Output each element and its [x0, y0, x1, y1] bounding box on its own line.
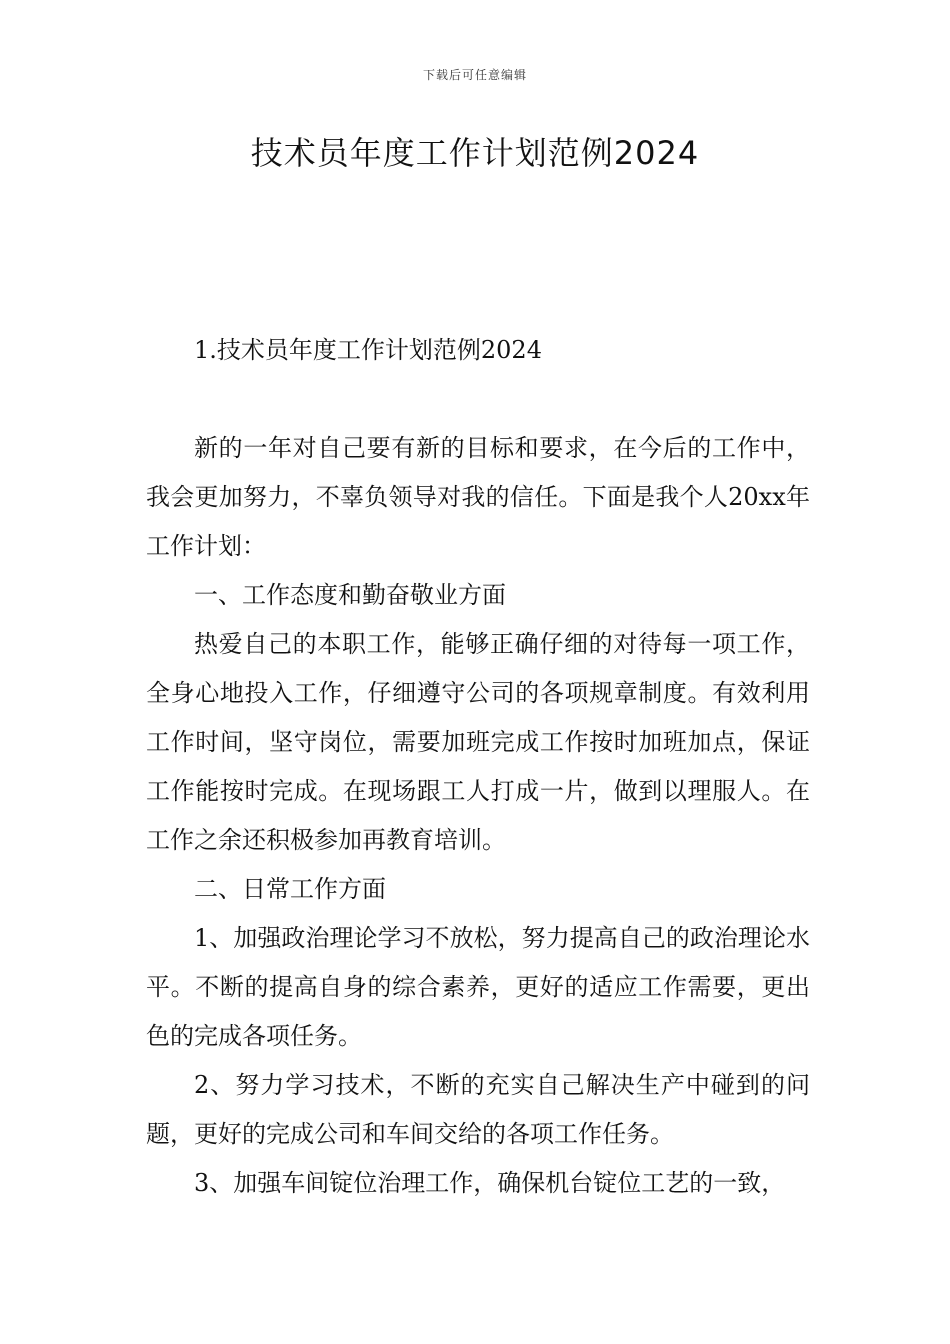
section-heading: 1.技术员年度工作计划范例2024 [194, 336, 542, 364]
paragraph-item-2: 2、努力学习技术，不断的充实自己解决生产中碰到的问题，更好的完成公司和车间交给的各项工作任务。 [146, 1071, 810, 1148]
paragraph-intro: 新的一年对自己要有新的目标和要求，在今后的工作中，我会更加努力，不辜负领导对我的信任。下面是我个人20xx年工作计划： [146, 434, 810, 560]
paragraph-work-attitude: 热爱自己的本职工作，能够正确仔细的对待每一项工作，全身心地投入工作，仔细遵守公司的各项规章制度。有效利用工作时间，坚守岗位，需要加班完成工作按时加班加点，保证工作能按时完成。在现场跟工人打成一片，做到以理服人。在工作之余还积极参加再教育培训。 [146, 630, 810, 854]
paragraph-item-3: 3、加强车间锭位治理工作，确保机台锭位工艺的一致， [194, 1169, 786, 1197]
subheading-daily-work: 二、日常工作方面 [194, 875, 386, 903]
paragraph-item-1: 1、加强政治理论学习不放松，努力提高自己的政治理论水平。不断的提高自身的综合素养，更好的适应工作需要，更出色的完成各项任务。 [146, 924, 810, 1050]
document-body [146, 424, 810, 1208]
header-note: 下载后可任意编辑 [422, 68, 527, 82]
document-title: 技术员年度工作计划范例2024 [250, 134, 700, 172]
subheading-work-attitude: 一、工作态度和勤奋敬业方面 [194, 581, 506, 609]
